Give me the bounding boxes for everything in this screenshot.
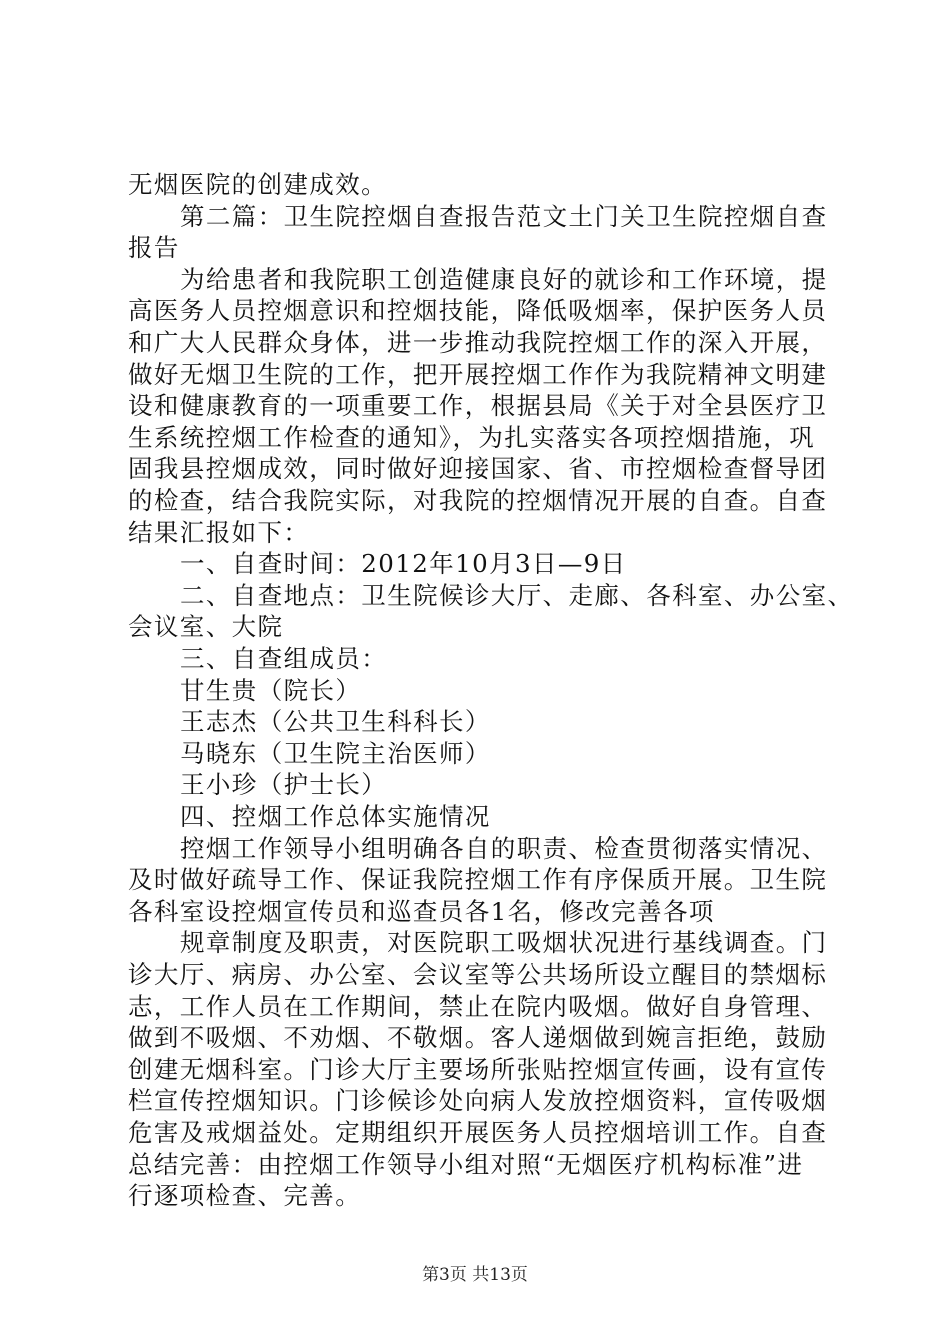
text-line: 甘生贵（院长）: [180, 675, 362, 705]
text-line: 无烟医院的创建成效。: [128, 170, 387, 199]
text-line: 和广大人民群众身体，进一步推动我院控烟工作的深入开展，: [128, 328, 828, 357]
text-line: 总结完善：由控烟工作领导小组对照“无烟医疗机构标准”进: [128, 1149, 804, 1179]
text-line: 诊大厅、病房、办公室、会议室等公共场所设立醒目的禁烟标: [128, 960, 828, 989]
text-line: 二、自查地点：卫生院候诊大厅、走廊、各科室、办公室、: [180, 580, 854, 610]
text-line: 王小珍（护士长）: [180, 770, 388, 800]
text-line: 一、自查时间：2012年10月3日—9日: [180, 549, 627, 579]
text-line: 志，工作人员在工作期间，禁止在院内吸烟。做好自身管理、: [128, 991, 828, 1021]
text-line: 危害及戒烟益处。定期组织开展医务人员控烟培训工作。自查: [128, 1118, 828, 1147]
text-line: 马晓东（卫生院主治医师）: [180, 738, 491, 768]
text-line: 栏宣传控烟知识。门诊候诊处向病人发放控烟资料，宣传吸烟: [128, 1086, 828, 1116]
text-line: 行逐项检查、完善。: [128, 1181, 362, 1211]
text-line: 王志杰（公共卫生科科长）: [180, 707, 491, 737]
text-line: 四、控烟工作总体实施情况: [180, 802, 491, 831]
text-line: 做到不吸烟、不劝烟、不敬烟。客人递烟做到婉言拒绝，鼓励: [128, 1023, 828, 1053]
text-line: 会议室、大院: [128, 612, 284, 642]
text-line: 结果汇报如下：: [128, 517, 310, 547]
text-line: 为给患者和我院职工创造健康良好的就诊和工作环境，提: [180, 264, 828, 294]
text-line: 第二篇：卫生院控烟自查报告范文土门关卫生院控烟自查: [180, 201, 828, 231]
page-footer: 第3页 共13页: [422, 1265, 528, 1285]
text-line: 各科室设控烟宣传员和巡查员各1名，修改完善各项: [128, 896, 715, 926]
text-line: 报告: [128, 233, 180, 263]
text-line: 设和健康教育的一项重要工作，根据县局《关于对全县医疗卫: [128, 391, 828, 421]
text-line: 生系统控烟工作检查的通知》，为扎实落实各项控烟措施，巩: [128, 422, 816, 452]
text-line: 做好无烟卫生院的工作，把开展控烟工作作为我院精神文明建: [128, 359, 828, 389]
text-line: 固我县控烟成效，同时做好迎接国家、省、市控烟检查督导团: [128, 454, 828, 484]
text-line: 规章制度及职责，对医院职工吸烟状况进行基线调查。门: [180, 928, 828, 958]
text-line: 的检查，结合我院实际，对我院的控烟情况开展的自查。自查: [128, 486, 828, 515]
text-line: 高医务人员控烟意识和控烟技能，降低吸烟率，保护医务人员: [128, 296, 828, 326]
text-line: 三、自查组成员：: [180, 644, 388, 673]
text-line: 创建无烟科室。门诊大厅主要场所张贴控烟宣传画，设有宣传: [128, 1054, 828, 1084]
text-line: 及时做好疏导工作、保证我院控烟工作有序保质开展。卫生院: [128, 865, 828, 895]
text-line: 控烟工作领导小组明确各自的职责、检查贯彻落实情况、: [180, 833, 828, 863]
